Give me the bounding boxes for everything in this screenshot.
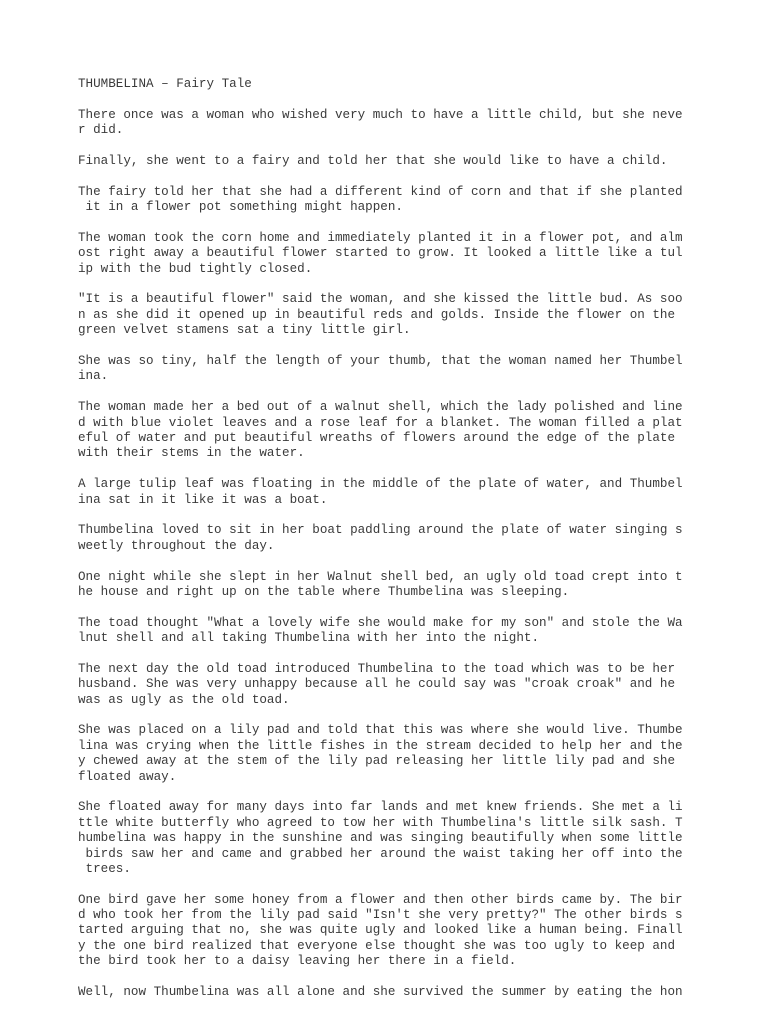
- paragraph: [78, 723, 698, 785]
- text-line: ttle white butterfly who agreed to tow her with Thumbelina's little silk sash. T: [78, 815, 683, 830]
- paragraph: [78, 616, 698, 647]
- text-line: birds saw her and came and grabbed her around the waist taking her off into the: [78, 846, 683, 861]
- text-line: he house and right up on the table where Thumbelina was sleeping.: [78, 584, 570, 599]
- paragraph: [78, 185, 698, 216]
- text-line: One night while she slept in her Walnut shell bed, an ugly old toad crept into t: [78, 569, 683, 584]
- paragraph-list: [78, 108, 698, 1001]
- text-line: Well, now Thumbelina was all alone and she survived the summer by eating the hon: [78, 985, 683, 1000]
- text-line: She floated away for many days into far lands and met knew friends. She met a li: [78, 800, 683, 815]
- paragraph: [78, 893, 698, 970]
- text-line: n as she did it opened up in beautiful reds and golds. Inside the flower on the: [78, 307, 676, 322]
- text-line: with their stems in the water.: [78, 446, 305, 461]
- text-line: lnut shell and all taking Thumbelina with her into the night.: [78, 631, 540, 646]
- paragraph: [78, 477, 698, 508]
- paragraph: [78, 354, 698, 385]
- text-line: tarted arguing that no, she was quite ugly and looked like a human being. Finall: [78, 923, 683, 938]
- text-line: husband. She was very unhappy because all he could say was "croak croak" and he: [78, 677, 676, 692]
- text-line: the bird took her to a daisy leaving her there in a field.: [78, 954, 517, 969]
- paragraph: [78, 985, 698, 1000]
- text-line: y the one bird realized that everyone else thought she was too ugly to keep and: [78, 938, 676, 953]
- text-line: The toad thought "What a lovely wife she would make for my son" and stole the Wa: [78, 615, 683, 630]
- text-line: Finally, she went to a fairy and told her that she would like to have a child.: [78, 153, 668, 168]
- text-line: The woman took the corn home and immediately planted it in a flower pot, and alm: [78, 230, 683, 245]
- document-body: [78, 77, 698, 1016]
- paragraph: [78, 231, 698, 277]
- text-line: eful of water and put beautiful wreaths of flowers around the edge of the plate: [78, 430, 676, 445]
- text-line: y chewed away at the stem of the lily pad releasing her little lily pad and she: [78, 754, 676, 769]
- text-line: The woman made her a bed out of a walnut shell, which the lady polished and line: [78, 400, 683, 415]
- text-line: weetly throughout the day.: [78, 538, 275, 553]
- text-line: The next day the old toad introduced Thumbelina to the toad which was to be her: [78, 661, 676, 676]
- text-line: The fairy told her that she had a different kind of corn and that if she planted: [78, 184, 683, 199]
- text-line: ip with the bud tightly closed.: [78, 261, 313, 276]
- paragraph: [78, 800, 698, 877]
- text-line: r did.: [78, 123, 124, 138]
- paragraph: [78, 292, 698, 338]
- text-line: ina sat in it like it was a boat.: [78, 492, 328, 507]
- text-line: trees.: [78, 861, 131, 876]
- text-line: ost right away a beautiful flower started to grow. It looked a little like a tul: [78, 246, 683, 261]
- document-title: THUMBELINA – Fairy Tale: [78, 77, 252, 91]
- text-line: green velvet stamens sat a tiny little girl.: [78, 323, 411, 338]
- text-line: She was so tiny, half the length of your thumb, that the woman named her Thumbel: [78, 354, 683, 369]
- paragraph: [78, 400, 698, 462]
- paragraph: [78, 154, 698, 169]
- text-line: lina was crying when the little fishes in the stream decided to help her and the: [78, 738, 683, 753]
- text-line: "It is a beautiful flower" said the woman, and she kissed the little bud. As soo: [78, 292, 683, 307]
- paragraph: [78, 108, 698, 139]
- text-line: There once was a woman who wished very much to have a little child, but she neve: [78, 107, 683, 122]
- paragraph: [78, 523, 698, 554]
- text-line: Thumbelina loved to sit in her boat paddling around the plate of water singing s: [78, 523, 683, 538]
- text-line: humbelina was happy in the sunshine and was singing beautifully when some little: [78, 831, 683, 846]
- text-line: A large tulip leaf was floating in the middle of the plate of water, and Thumbel: [78, 477, 683, 492]
- paragraph: [78, 570, 698, 601]
- text-line: was as ugly as the old toad.: [78, 692, 290, 707]
- text-line: floated away.: [78, 769, 177, 784]
- text-line: One bird gave her some honey from a flower and then other birds came by. The bir: [78, 892, 683, 907]
- text-line: d who took her from the lily pad said "Isn't she very pretty?" The other birds s: [78, 908, 683, 923]
- text-line: d with blue violet leaves and a rose leaf for a blanket. The woman filled a plat: [78, 415, 683, 430]
- paragraph: [78, 662, 698, 708]
- text-line: ina.: [78, 369, 109, 384]
- text-line: it in a flower pot something might happen.: [78, 200, 403, 215]
- text-line: She was placed on a lily pad and told that this was where she would live. Thumbe: [78, 723, 683, 738]
